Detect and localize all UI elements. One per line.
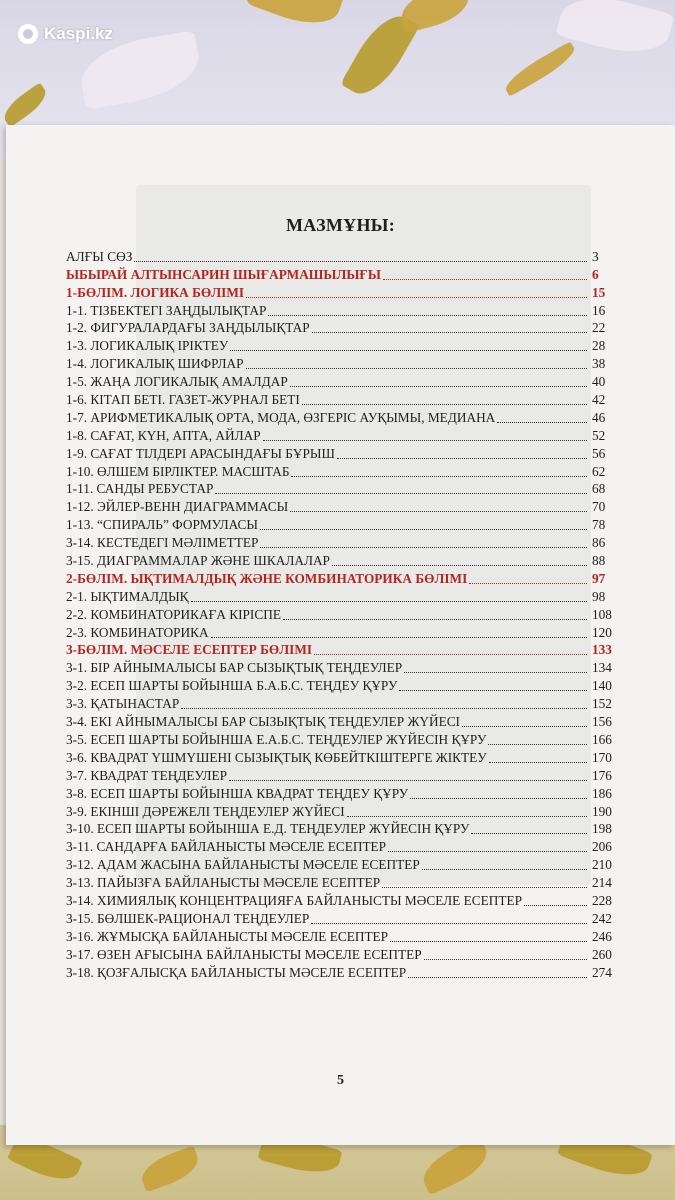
toc-entry-title: 3-10. ЕСЕП ШАРТЫ БОЙЫНША Е.Д. ТЕҢДЕУЛЕР ЖҮЙЕСІН ҚҰРУ	[66, 821, 470, 837]
toc-dot-leader	[471, 823, 587, 834]
toc-page-number: 108	[592, 606, 612, 622]
toc-section-row	[66, 641, 626, 659]
toc-entry-title: 2-3. КОМБИНАТОРИКА	[66, 624, 209, 640]
toc-page-number: 56	[592, 445, 606, 461]
toc-entry-title: 1-8. САҒАТ, КҮН, АПТА, АЙЛАР	[66, 427, 261, 443]
leaf-decoration	[137, 1146, 203, 1193]
toc-row	[66, 784, 626, 802]
toc-dot-leader	[422, 859, 587, 870]
toc-dot-leader	[290, 376, 587, 387]
toc-row	[66, 497, 626, 515]
toc-entry-title: 1-6. КІТАП БЕТІ. ГАЗЕТ-ЖУРНАЛ БЕТІ	[66, 392, 300, 408]
toc-dot-leader	[332, 555, 587, 566]
toc-entry-title: 1-11. САНДЫ РЕБУСТАР	[66, 481, 214, 497]
toc-row	[66, 444, 626, 462]
toc-dot-leader	[497, 412, 587, 423]
toc-dot-leader	[302, 394, 587, 405]
toc-row	[66, 891, 626, 909]
leaf-decoration	[246, 0, 344, 34]
toc-page-number: 86	[592, 535, 606, 551]
toc-page-number: 274	[592, 964, 612, 980]
toc-dot-leader	[191, 591, 587, 602]
toc-entry-title: 1-13. “СПИРАЛЬ” ФОРМУЛАСЫ	[66, 517, 258, 533]
page-title: МАЗМҰНЫ:	[285, 215, 396, 235]
toc-entry-title: 3-2. ЕСЕП ШАРТЫ БОЙЫНША Б.А.Б.С. ТЕҢДЕУ ҚҰРУ	[66, 678, 398, 694]
toc-row	[66, 408, 626, 426]
toc-section-row	[66, 265, 626, 283]
toc-row	[66, 730, 626, 748]
toc-row	[66, 945, 626, 963]
toc-dot-leader	[268, 305, 587, 316]
toc-entry-title: 1-2. ФИГУРАЛАРДАҒЫ ЗАҢДЫЛЫҚТАР	[66, 320, 310, 336]
toc-row	[66, 336, 626, 354]
toc-dot-leader	[211, 627, 587, 638]
toc-dot-leader	[469, 573, 587, 584]
toc-dot-leader	[290, 501, 587, 512]
toc-row	[66, 247, 626, 265]
toc-dot-leader	[489, 752, 587, 763]
toc-entry-title: 3-12. АДАМ ЖАСЫНА БАЙЛАНЫСТЫ МӘСЕЛЕ ЕСЕПТЕР	[66, 857, 420, 873]
watermark-text: Kaspi.kz	[44, 24, 113, 43]
toc-entry-title: 3-4. ЕКІ АЙНЫМАЛЫСЫ БАР СЫЗЫҚТЫҚ ТЕҢДЕУЛЕР ЖҮЙЕСІ	[66, 714, 460, 730]
toc-entry-title: 3-14. ХИМИЯЛЫҚ КОНЦЕНТРАЦИЯҒА БАЙЛАНЫСТЫ МӘСЕЛЕ ЕСЕПТЕР	[66, 892, 522, 908]
toc-row	[66, 837, 626, 855]
leaf-decoration	[397, 0, 474, 33]
toc-page-number: 176	[592, 767, 612, 783]
toc-page-number: 152	[592, 696, 612, 712]
toc-page-number: 186	[592, 785, 612, 801]
toc-dot-leader	[311, 913, 587, 924]
toc-entry-title: 3-5. ЕСЕП ШАРТЫ БОЙЫНША Е.А.Б.С. ТЕҢДЕУЛЕР ЖҮЙЕСІН ҚҰРУ	[66, 731, 487, 747]
toc-entry-title: 1-7. АРИФМЕТИКАЛЫҚ ОРТА, МОДА, ӨЗГЕРІС АУҚЫМЫ, МЕДИАНА	[66, 409, 496, 425]
toc-page-number: 260	[592, 946, 612, 962]
toc-page-number: 28	[592, 338, 606, 354]
toc-row	[66, 927, 626, 945]
toc-row	[66, 873, 626, 891]
toc-row	[66, 354, 626, 372]
toc-dot-leader	[390, 931, 587, 942]
toc-page-number: 6	[592, 266, 599, 282]
toc-page-number: 120	[592, 624, 612, 640]
toc-page-number: 62	[592, 463, 606, 479]
toc-section-row	[66, 569, 626, 587]
toc-entry-title: ЫБЫРАЙ АЛТЫНСАРИН ШЫҒАРМАШЫЛЫҒЫ	[66, 266, 381, 282]
toc-page-number: 206	[592, 839, 612, 855]
toc-entry-title: 3-13. ПАЙЫЗҒА БАЙЛАНЫСТЫ МӘСЕЛЕ ЕСЕПТЕР	[66, 875, 381, 891]
toc-dot-leader	[404, 662, 587, 673]
toc-entry-title: 3-14. КЕСТЕДЕГІ МӘЛІМЕТТЕР	[66, 535, 259, 551]
toc-entry-title: 1-12. ЭЙЛЕР-ВЕНН ДИАГРАММАСЫ	[66, 499, 289, 515]
toc-page-number: 15	[592, 284, 606, 300]
leaf-decoration	[501, 41, 579, 97]
toc-page-number: 214	[592, 875, 612, 891]
toc-row	[66, 820, 626, 838]
toc-dot-leader	[383, 269, 587, 280]
toc-entry-title: 3-1. БІР АЙНЫМАЛЫСЫ БАР СЫЗЫҚТЫҚ ТЕҢДЕУЛЕР	[66, 660, 403, 676]
toc-entry-title: 3-17. ӨЗЕН АҒЫСЫНА БАЙЛАНЫСТЫ МӘСЕЛЕ ЕСЕПТЕР	[66, 946, 422, 962]
toc-dot-leader	[246, 287, 587, 298]
toc-dot-leader	[408, 967, 587, 978]
toc-page-number: 46	[592, 409, 606, 425]
toc-page-number: 38	[592, 356, 606, 372]
toc-dot-leader	[283, 609, 587, 620]
toc-page-number: 88	[592, 553, 606, 569]
toc-row	[66, 587, 626, 605]
toc-entry-title: 1-5. ЖАҢА ЛОГИКАЛЫҚ АМАЛДАР	[66, 374, 288, 390]
toc-dot-leader	[134, 251, 587, 262]
toc-dot-leader	[424, 949, 587, 960]
toc-dot-leader	[215, 483, 587, 494]
toc-dot-leader	[462, 716, 587, 727]
toc-dot-leader	[524, 895, 587, 906]
toc-dot-leader	[229, 770, 587, 781]
toc-entry-title: 1-1. ТІЗБЕКТЕГІ ЗАҢДЫЛЫҚТАР	[66, 302, 267, 318]
toc-dot-leader	[246, 358, 588, 369]
toc-row	[66, 712, 626, 730]
toc-page-number: 40	[592, 374, 606, 390]
toc-page-number: 3	[592, 248, 599, 264]
toc-entry-title: 1-БӨЛІМ. ЛОГИКА БӨЛІМІ	[66, 284, 245, 300]
toc-row	[66, 694, 626, 712]
toc-row	[66, 855, 626, 873]
toc-dot-leader	[260, 537, 587, 548]
toc-entry-title: 3-16. ЖҰМЫСҚА БАЙЛАНЫСТЫ МӘСЕЛЕ ЕСЕПТЕР	[66, 928, 389, 944]
toc-page-number: 70	[592, 499, 606, 515]
toc-page-number: 133	[592, 642, 612, 658]
toc-dot-leader	[291, 466, 587, 477]
toc-entry-title: 1-10. ӨЛШЕМ БІРЛІКТЕР. МАСШТАБ	[66, 463, 290, 479]
toc-dot-leader	[260, 519, 587, 530]
toc-dot-leader	[410, 788, 587, 799]
toc-row	[66, 301, 626, 319]
toc-entry-title: 3-БӨЛІМ. МӘСЕЛЕ ЕСЕПТЕР БӨЛІМІ	[66, 642, 313, 658]
kaspi-logo-icon	[18, 24, 38, 44]
toc-entry-title: 2-БӨЛІМ. ЫҚТИМАЛДЫҚ ЖӘНЕ КОМБИНАТОРИКА БӨЛІМІ	[66, 570, 468, 586]
table-of-contents	[66, 247, 626, 981]
toc-row	[66, 766, 626, 784]
toc-entry-title: 1-9. САҒАТ ТІЛДЕРІ АРАСЫНДАҒЫ БҰРЫШ	[66, 445, 335, 461]
toc-page-number: 22	[592, 320, 606, 336]
page-number: 5	[337, 1073, 344, 1088]
toc-entry-title: 1-4. ЛОГИКАЛЫҚ ШИФРЛАР	[66, 356, 244, 372]
kaspi-watermark	[18, 24, 113, 44]
toc-dot-leader	[263, 430, 587, 441]
toc-entry-title: 3-3. ҚАТЫНАСТАР	[66, 696, 180, 712]
leaf-decoration	[417, 1137, 494, 1196]
toc-entry-title: 3-8. ЕСЕП ШАРТЫ БОЙЫНША КВАДРАТ ТЕҢДЕУ ҚҰРУ	[66, 785, 409, 801]
toc-page-number: 52	[592, 427, 606, 443]
toc-page-number: 198	[592, 821, 612, 837]
toc-row	[66, 605, 626, 623]
toc-dot-leader	[181, 698, 587, 709]
toc-page-number: 210	[592, 857, 612, 873]
toc-row	[66, 515, 626, 533]
toc-section-row	[66, 283, 626, 301]
toc-row	[66, 390, 626, 408]
toc-page-number: 78	[592, 517, 606, 533]
toc-page-number: 170	[592, 749, 612, 765]
toc-row	[66, 676, 626, 694]
toc-row	[66, 748, 626, 766]
toc-entry-title: 3-15. БӨЛШЕК-РАЦИОНАЛ ТЕҢДЕУЛЕР	[66, 910, 310, 926]
toc-row	[66, 802, 626, 820]
toc-dot-leader	[230, 340, 587, 351]
toc-page-number: 228	[592, 892, 612, 908]
toc-dot-leader	[488, 734, 587, 745]
toc-row	[66, 462, 626, 480]
toc-page-number: 16	[592, 302, 606, 318]
toc-dot-leader	[382, 877, 587, 888]
toc-page-number: 156	[592, 714, 612, 730]
toc-page-number: 242	[592, 910, 612, 926]
book-page	[6, 125, 675, 1145]
toc-row	[66, 963, 626, 981]
toc-page-number: 68	[592, 481, 606, 497]
toc-page-number: 42	[592, 392, 606, 408]
toc-entry-title: 3-6. КВАДРАТ ҮШМҮШЕНІ СЫЗЫҚТЫҚ КӨБЕЙТКІШТЕРГЕ ЖІКТЕУ	[66, 749, 487, 765]
toc-page-number: 246	[592, 928, 612, 944]
toc-row	[66, 909, 626, 927]
toc-row	[66, 426, 626, 444]
toc-dot-leader	[388, 841, 587, 852]
toc-dot-leader	[337, 448, 587, 459]
toc-entry-title: 3-9. ЕКІНШІ ДӘРЕЖЕЛІ ТЕҢДЕУЛЕР ЖҮЙЕСІ	[66, 803, 345, 819]
toc-row	[66, 551, 626, 569]
toc-page-number: 97	[592, 570, 606, 586]
toc-dot-leader	[312, 322, 587, 333]
toc-dot-leader	[347, 806, 587, 817]
toc-page-number: 98	[592, 588, 606, 604]
toc-page-number: 140	[592, 678, 612, 694]
toc-entry-title: 2-1. ЫҚТИМАЛДЫҚ	[66, 588, 189, 604]
toc-dot-leader	[314, 644, 587, 655]
toc-entry-title: 3-18. ҚОЗҒАЛЫСҚА БАЙЛАНЫСТЫ МӘСЕЛЕ ЕСЕПТЕР	[66, 964, 407, 980]
toc-row	[66, 658, 626, 676]
toc-page-number: 190	[592, 803, 612, 819]
toc-entry-title: 2-2. КОМБИНАТОРИКАҒА КІРІСПЕ	[66, 606, 281, 622]
toc-page-number: 134	[592, 660, 612, 676]
toc-row	[66, 372, 626, 390]
toc-entry-title: 3-7. КВАДРАТ ТЕҢДЕУЛЕР	[66, 767, 228, 783]
toc-row	[66, 319, 626, 337]
toc-row	[66, 480, 626, 498]
toc-row	[66, 623, 626, 641]
toc-entry-title: АЛҒЫ СӨЗ	[66, 248, 133, 264]
leaf-decoration	[0, 82, 51, 127]
toc-entry-title: 1-3. ЛОГИКАЛЫҚ ІРІКТЕУ	[66, 338, 229, 354]
toc-page-number: 166	[592, 731, 612, 747]
leaf-decoration	[555, 0, 674, 63]
toc-entry-title: 3-15. ДИАГРАММАЛАР ЖӘНЕ ШКАЛАЛАР	[66, 553, 330, 569]
toc-row	[66, 533, 626, 551]
toc-entry-title: 3-11. САНДАРҒА БАЙЛАНЫСТЫ МӘСЕЛЕ ЕСЕПТЕР	[66, 839, 387, 855]
toc-dot-leader	[399, 680, 587, 691]
